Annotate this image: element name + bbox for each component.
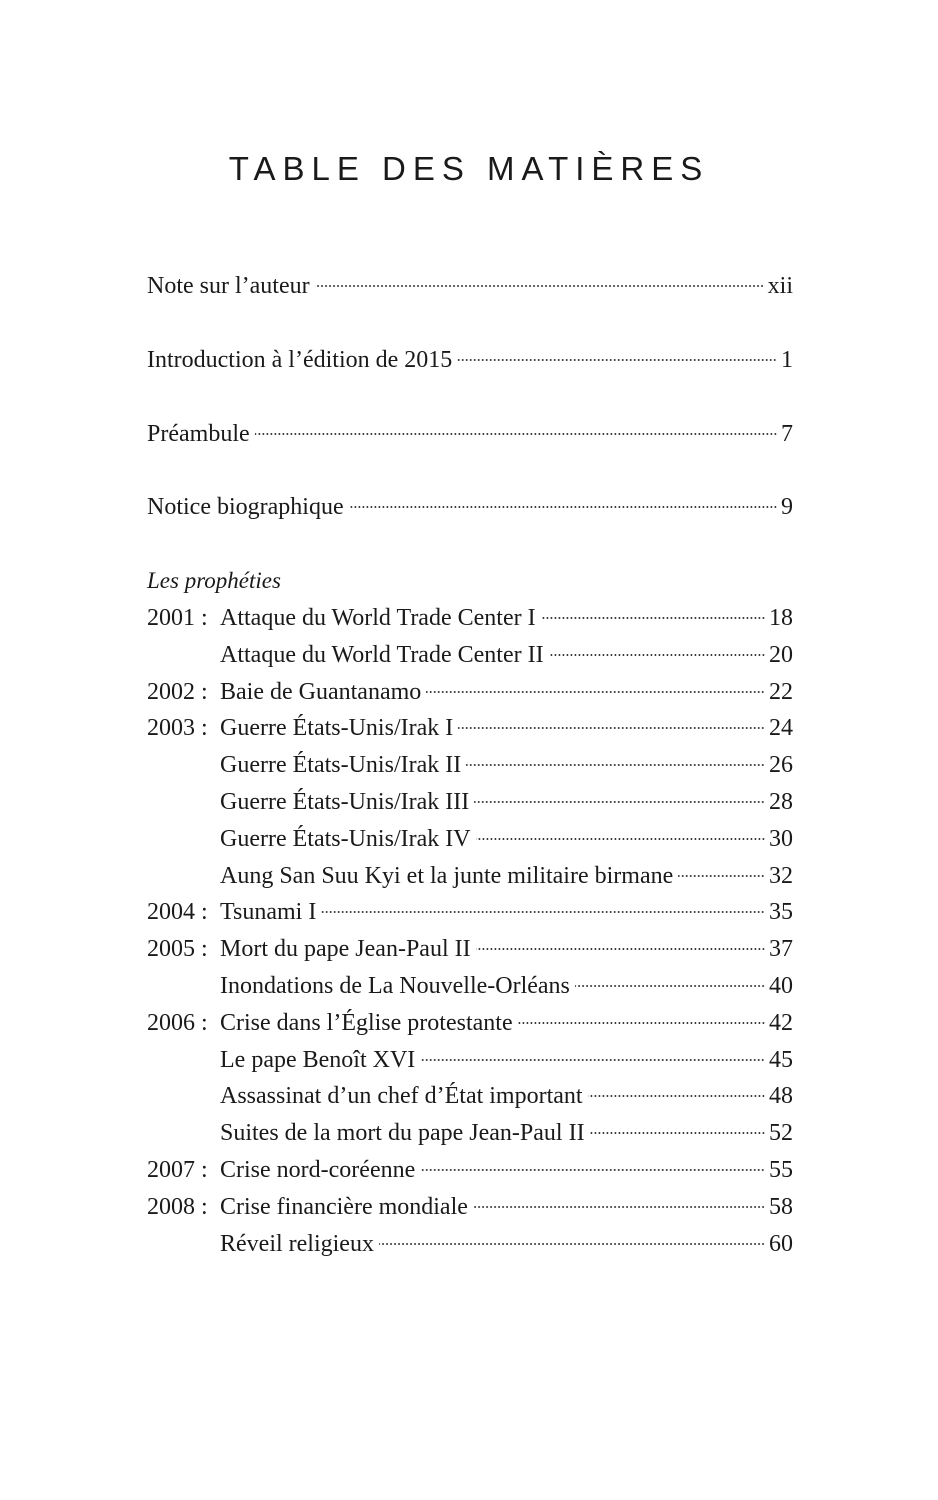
toc-entry-prophecy[interactable] (147, 1229, 793, 1259)
toc-entry-year: 2007 : (147, 1157, 208, 1183)
toc-entry-label: Guerre États-Unis/Irak II (220, 752, 462, 779)
toc-entry-prophecy[interactable] (147, 1045, 793, 1075)
toc-entry-prophecy[interactable] (147, 971, 793, 1001)
dot-leader (518, 1022, 765, 1024)
toc-entry-prophecy[interactable] (147, 1081, 793, 1111)
toc-entry-prophecy[interactable] (147, 861, 793, 891)
toc-entry-label: Aung San Suu Kyi et la junte militaire birmane (220, 862, 674, 889)
dot-leader (575, 985, 765, 987)
toc-entry-prophecy[interactable] (147, 1155, 793, 1185)
dot-leader (349, 506, 777, 508)
toc-entry-page: 20 (769, 641, 793, 668)
toc-entry-prophecy[interactable] (147, 787, 793, 817)
toc-entry-label: Attaque du World Trade Center I (220, 605, 536, 631)
toc-entry-notice-biographique[interactable] (147, 492, 793, 522)
dot-leader (588, 1095, 765, 1097)
toc-entry-label: Notice biographique (147, 494, 344, 520)
dot-leader (379, 1243, 765, 1245)
toc-entry-label: Baie de Guantanamo (220, 678, 422, 705)
dot-leader (321, 911, 765, 913)
toc-entry-page: 55 (769, 1157, 793, 1183)
dot-leader (458, 727, 765, 729)
toc-entry-label: Crise dans l’Église protestante (220, 1009, 513, 1036)
toc-entry-page: 35 (769, 899, 793, 926)
dot-leader (255, 433, 777, 435)
dot-leader (315, 285, 764, 287)
toc-entry-note-auteur[interactable] (147, 271, 793, 301)
dot-leader (420, 1059, 765, 1061)
toc-entry-prophecy[interactable] (147, 897, 793, 927)
toc-entry-label: Tsunami I (220, 899, 317, 926)
dot-leader (476, 948, 765, 950)
toc-entry-page: 30 (769, 825, 793, 852)
toc-entry-page: xii (767, 273, 793, 299)
toc-entry-page: 28 (769, 789, 793, 815)
toc-entry-page: 40 (769, 973, 793, 999)
dot-leader (420, 1169, 765, 1171)
toc-entry-label: Crise financière mondiale (220, 1193, 468, 1220)
toc-entry-year: 2008 : (147, 1193, 208, 1220)
dot-leader (426, 691, 765, 693)
toc-entry-introduction[interactable] (147, 345, 793, 375)
toc-entry-page: 24 (769, 715, 793, 742)
toc-entry-year: 2004 : (147, 899, 208, 926)
toc-entry-label: Introduction à l’édition de 2015 (147, 347, 453, 373)
toc-entry-label: Assassinat d’un chef d’État important (220, 1083, 583, 1110)
toc-entry-year: 2001 : (147, 605, 208, 631)
toc-entry-prophecy[interactable] (147, 750, 793, 780)
toc-entry-prophecy[interactable] (147, 640, 793, 670)
dot-leader (474, 801, 765, 803)
toc-entry-label: Mort du pape Jean-Paul II (220, 936, 471, 963)
toc-entry-label: Préambule (147, 421, 250, 447)
toc-entry-prophecy[interactable] (147, 713, 793, 743)
toc-entry-page: 22 (769, 678, 793, 705)
toc-entry-page: 48 (769, 1083, 793, 1110)
toc-entry-year: 2003 : (147, 715, 208, 742)
toc-entry-page: 7 (781, 421, 793, 447)
toc-entry-prophecy[interactable] (147, 934, 793, 964)
toc-entry-label: Note sur l’auteur (147, 273, 310, 299)
dot-leader (549, 654, 765, 656)
toc-entry-label: Attaque du World Trade Center II (220, 641, 544, 668)
dot-leader (541, 617, 765, 619)
toc-entry-year: 2002 : (147, 678, 208, 705)
toc-entry-label: Le pape Benoît XVI (220, 1046, 416, 1073)
toc-entry-label: Suites de la mort du pape Jean-Paul II (220, 1120, 585, 1147)
toc-entry-page: 37 (769, 936, 793, 963)
toc-entry-year: 2005 : (147, 936, 208, 963)
toc-entry-label: Guerre États-Unis/Irak I (220, 715, 454, 742)
section-heading: Les prophéties (147, 568, 281, 593)
toc-entry-label: Réveil religieux (220, 1230, 374, 1257)
page-title: TABLE DES MATIÈRES (228, 150, 710, 187)
toc-entry-label: Inondations de La Nouvelle-Orléans (220, 973, 570, 999)
toc-entry-page: 26 (769, 752, 793, 779)
toc-entry-page: 32 (769, 862, 793, 889)
toc-entry-preambule[interactable] (147, 419, 793, 449)
toc-entry-page: 1 (781, 347, 793, 373)
toc-entry-page: 45 (769, 1046, 793, 1073)
toc-entry-page: 52 (769, 1120, 793, 1147)
toc-entry-year: 2006 : (147, 1009, 208, 1036)
toc-entry-label: Guerre États-Unis/Irak III (220, 789, 470, 815)
toc-entry-page: 42 (769, 1009, 793, 1036)
toc-entry-page: 18 (769, 605, 793, 631)
toc-entry-prophecy[interactable] (147, 677, 793, 707)
toc-entry-prophecy[interactable] (147, 1192, 793, 1222)
toc-entry-prophecy[interactable] (147, 824, 793, 854)
toc-entry-prophecy[interactable] (147, 603, 793, 633)
toc-entry-prophecy[interactable] (147, 1008, 793, 1038)
toc-entry-label: Guerre États-Unis/Irak IV (220, 825, 471, 852)
toc-entry-page: 9 (781, 494, 793, 520)
toc-entry-prophecy[interactable] (147, 1118, 793, 1148)
dot-leader (476, 838, 765, 840)
dot-leader (457, 359, 777, 361)
toc-entry-page: 58 (769, 1193, 793, 1220)
dot-leader (590, 1132, 765, 1134)
toc-entry-page: 60 (769, 1230, 793, 1257)
toc-entry-label: Crise nord-coréenne (220, 1157, 416, 1183)
dot-leader (466, 764, 765, 766)
dot-leader (678, 875, 765, 877)
dot-leader (473, 1206, 765, 1208)
